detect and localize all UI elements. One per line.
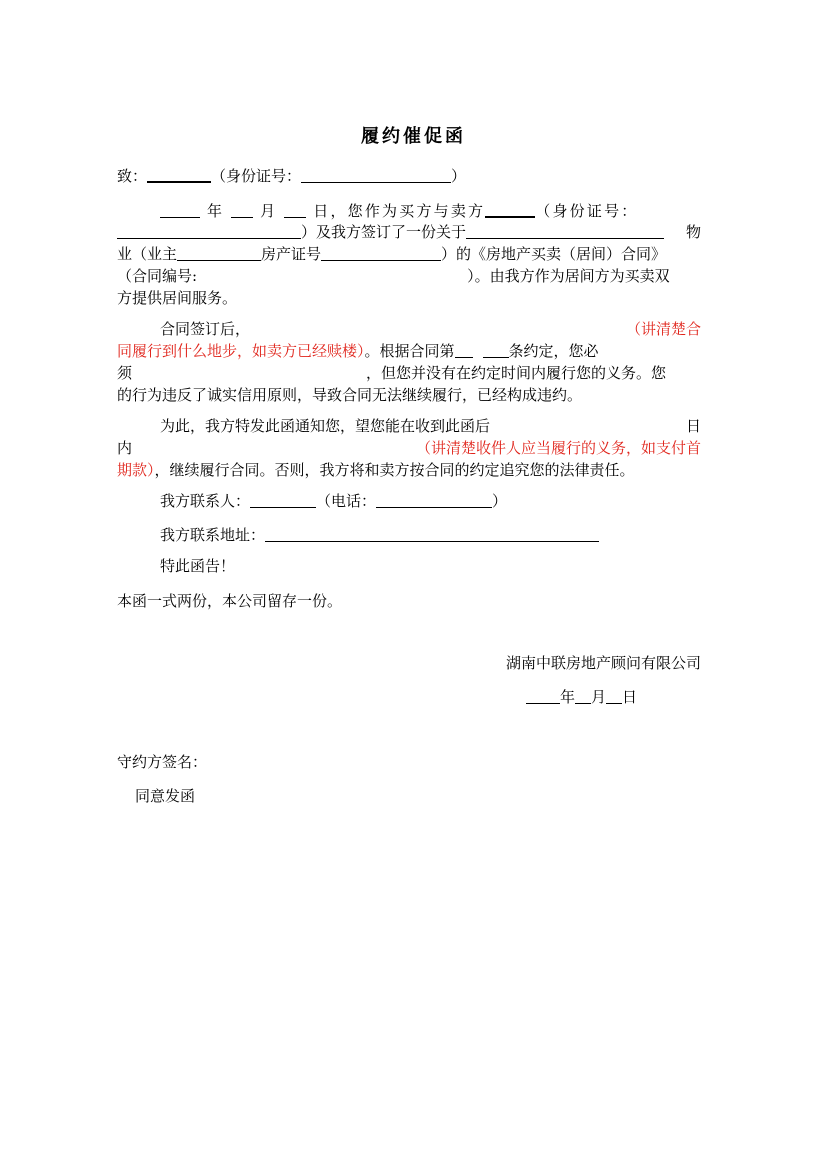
- phone-close: ）: [492, 492, 508, 510]
- para3-line3: [117, 459, 701, 481]
- clause-text: 条约定，您必: [508, 342, 599, 360]
- owner-blank[interactable]: [177, 245, 261, 261]
- signature-label: 守约方签名：: [117, 753, 208, 771]
- contact-person-blank[interactable]: [250, 492, 316, 508]
- instruction-duty-2: 期款）: [117, 461, 155, 479]
- date-line: [526, 686, 666, 708]
- year-blank[interactable]: [160, 202, 200, 218]
- clause-label: 。根据合同第: [364, 342, 455, 360]
- para1-line3: [117, 243, 701, 265]
- phone-label: （电话：: [316, 492, 377, 510]
- address-blank[interactable]: [265, 526, 599, 542]
- month-label: 月: [260, 202, 278, 220]
- para1-line2: [117, 221, 701, 243]
- letter-title: 履约催促函: [361, 126, 466, 147]
- property-blank[interactable]: [466, 223, 664, 239]
- instruction-progress-2: 同履行到什么地步，如卖方已经赎楼）: [117, 342, 365, 360]
- agree-text: 同意发函: [135, 787, 196, 805]
- address-label: 我方联系地址：: [160, 526, 266, 544]
- copies-line: 本函一式两份，本公司留存一份。: [117, 592, 343, 610]
- seller-name-blank[interactable]: [485, 201, 535, 218]
- para1-line5: 方提供居间服务。: [117, 289, 238, 307]
- date-year-label: 年: [560, 688, 576, 706]
- para2-line3: [117, 362, 701, 384]
- para2-line4: 的行为违反了诚实信用原则，导致合同无法继续履行，已经构成违约。: [117, 386, 583, 404]
- clause-blank-2[interactable]: [483, 342, 509, 358]
- instruction-progress-1: （讲清楚合: [625, 320, 701, 338]
- para1-line4: [117, 265, 701, 287]
- seller-id-blank[interactable]: [117, 223, 301, 239]
- seller-id-open: （身份证号：: [535, 202, 639, 220]
- to-prefix: 致：: [117, 167, 148, 185]
- broker-text: ）。由我方作为居间方为买卖双: [467, 267, 670, 285]
- ri-char: 日: [685, 417, 701, 435]
- contract-no-label: （合同编号:: [117, 267, 198, 285]
- para2-start: 合同签订后，: [160, 320, 251, 338]
- para3-line1: [117, 415, 701, 437]
- clause-blank-1[interactable]: [455, 342, 473, 358]
- recipient-name-blank[interactable]: [147, 166, 211, 183]
- nei-char: 内: [117, 439, 133, 457]
- wu-char: 物: [685, 223, 701, 241]
- id-suffix: ）: [451, 167, 467, 185]
- date-day-label: 日: [622, 688, 638, 706]
- date-day-blank[interactable]: [606, 688, 622, 704]
- contract-name: ）的《房地产买卖（居间）合同》: [441, 245, 667, 263]
- contact-person-line: [117, 490, 701, 512]
- contact-person-label: 我方联系人：: [160, 492, 251, 510]
- para1-line1: [117, 200, 701, 222]
- year-label: 年: [206, 202, 225, 220]
- para2-line2: [117, 340, 701, 362]
- para3-start: 为此，我方特发此函通知您，望您能在收到此函后: [160, 417, 491, 435]
- owner-label: 业（业主: [117, 245, 178, 263]
- cert-blank[interactable]: [321, 245, 441, 261]
- date-month-label: 月: [591, 688, 607, 706]
- para3-line2: [117, 437, 701, 459]
- cert-label: 房产证号: [261, 245, 322, 263]
- role-text: 日，您作为买方与卖方: [313, 202, 486, 220]
- obligation-text: ，但您并没有在约定时间内履行您的义务。您: [366, 364, 667, 382]
- month-blank[interactable]: [231, 202, 253, 218]
- notice-line: 特此函告！: [160, 557, 236, 575]
- liability-text: ，继续履行合同。否则，我方将和卖方按合同的约定追究您的法律责任。: [154, 461, 635, 479]
- recipient-id-blank[interactable]: [301, 167, 451, 183]
- date-month-blank[interactable]: [575, 688, 591, 704]
- recipient-line: [117, 165, 701, 187]
- id-prefix: （身份证号：: [211, 167, 302, 185]
- contract-intro: ）及我方签订了一份关于: [301, 223, 467, 241]
- must-char: 须: [117, 364, 133, 382]
- contact-address-line: [117, 524, 701, 546]
- phone-blank[interactable]: [376, 492, 492, 508]
- para2-line1: [117, 318, 701, 340]
- day-blank[interactable]: [284, 202, 306, 218]
- date-year-blank[interactable]: [526, 688, 560, 704]
- company-name: 湖南中联房地产顾问有限公司: [505, 654, 701, 672]
- instruction-duty-1: （讲清楚收件人应当履行的义务，如支付首: [415, 439, 701, 457]
